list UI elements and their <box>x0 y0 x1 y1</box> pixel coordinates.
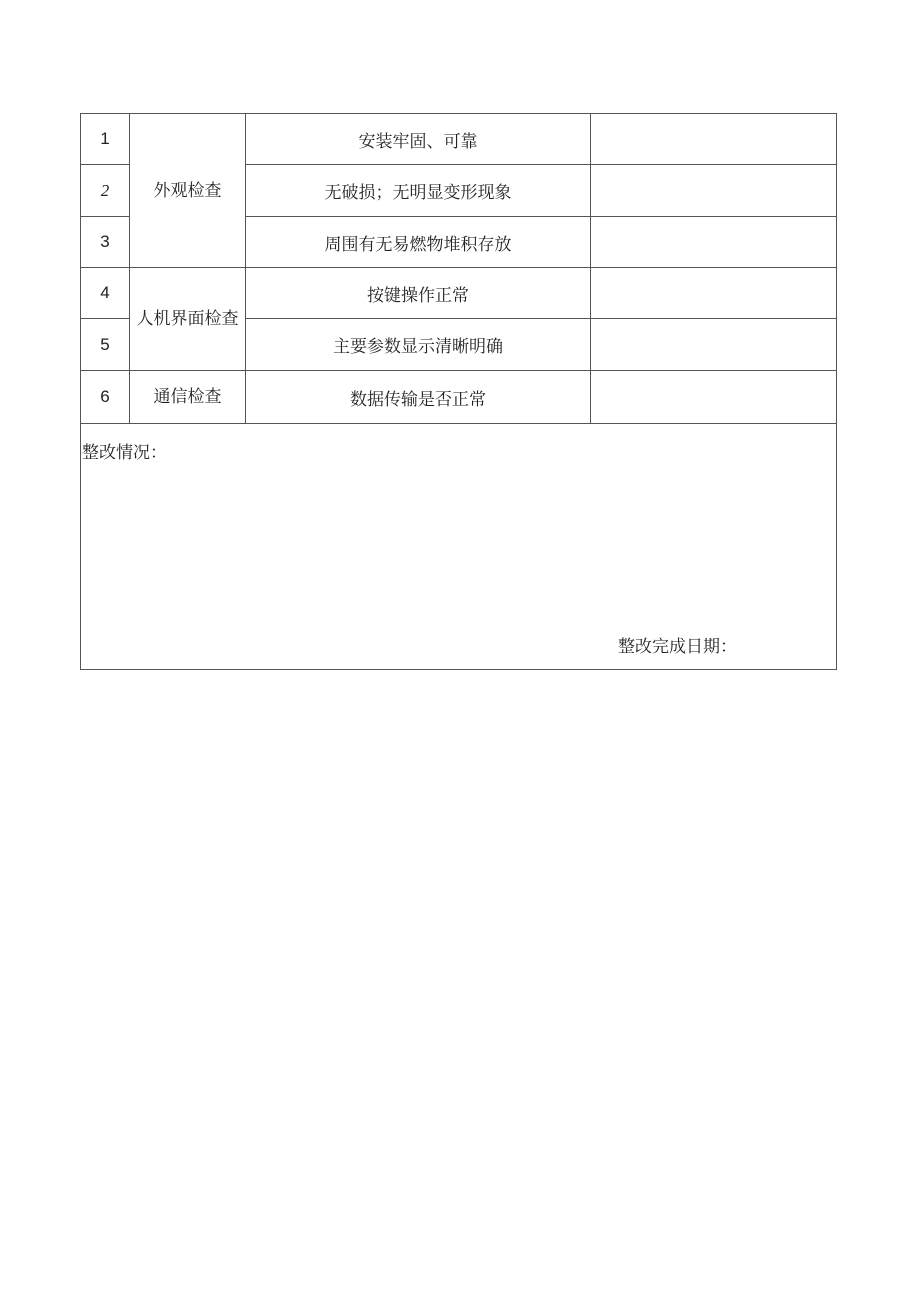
check-item: 数据传输是否正常 <box>246 371 591 424</box>
check-item: 按键操作正常 <box>246 268 591 319</box>
table-row <box>81 268 837 319</box>
inspection-table <box>80 113 837 670</box>
row-number: 3 <box>81 217 130 268</box>
result-cell[interactable] <box>591 114 837 165</box>
table-row <box>81 114 837 165</box>
category-cell: 通信检查 <box>130 371 246 424</box>
table-row <box>81 371 837 424</box>
check-item: 周围有无易燃物堆积存放 <box>246 217 591 268</box>
rectification-row <box>81 424 837 670</box>
check-item: 安装牢固、可靠 <box>246 114 591 165</box>
row-number: 4 <box>81 268 130 319</box>
rectification-label: 整改情况： <box>82 443 167 463</box>
check-item: 无破损；无明显变形现象 <box>246 165 591 217</box>
row-number: 1 <box>81 114 130 165</box>
result-cell[interactable] <box>591 319 837 371</box>
result-cell[interactable] <box>591 371 837 424</box>
row-number: 6 <box>81 371 130 424</box>
completion-date-label: 整改完成日期： <box>618 637 737 657</box>
row-number: 2 <box>81 165 130 217</box>
check-item: 主要参数显示清晰明确 <box>246 319 591 371</box>
row-number: 5 <box>81 319 130 371</box>
category-cell: 人机界面检查 <box>130 268 246 371</box>
category-cell: 外观检查 <box>130 114 246 268</box>
result-cell[interactable] <box>591 217 837 268</box>
rectification-cell[interactable] <box>81 424 837 670</box>
result-cell[interactable] <box>591 268 837 319</box>
result-cell[interactable] <box>591 165 837 217</box>
